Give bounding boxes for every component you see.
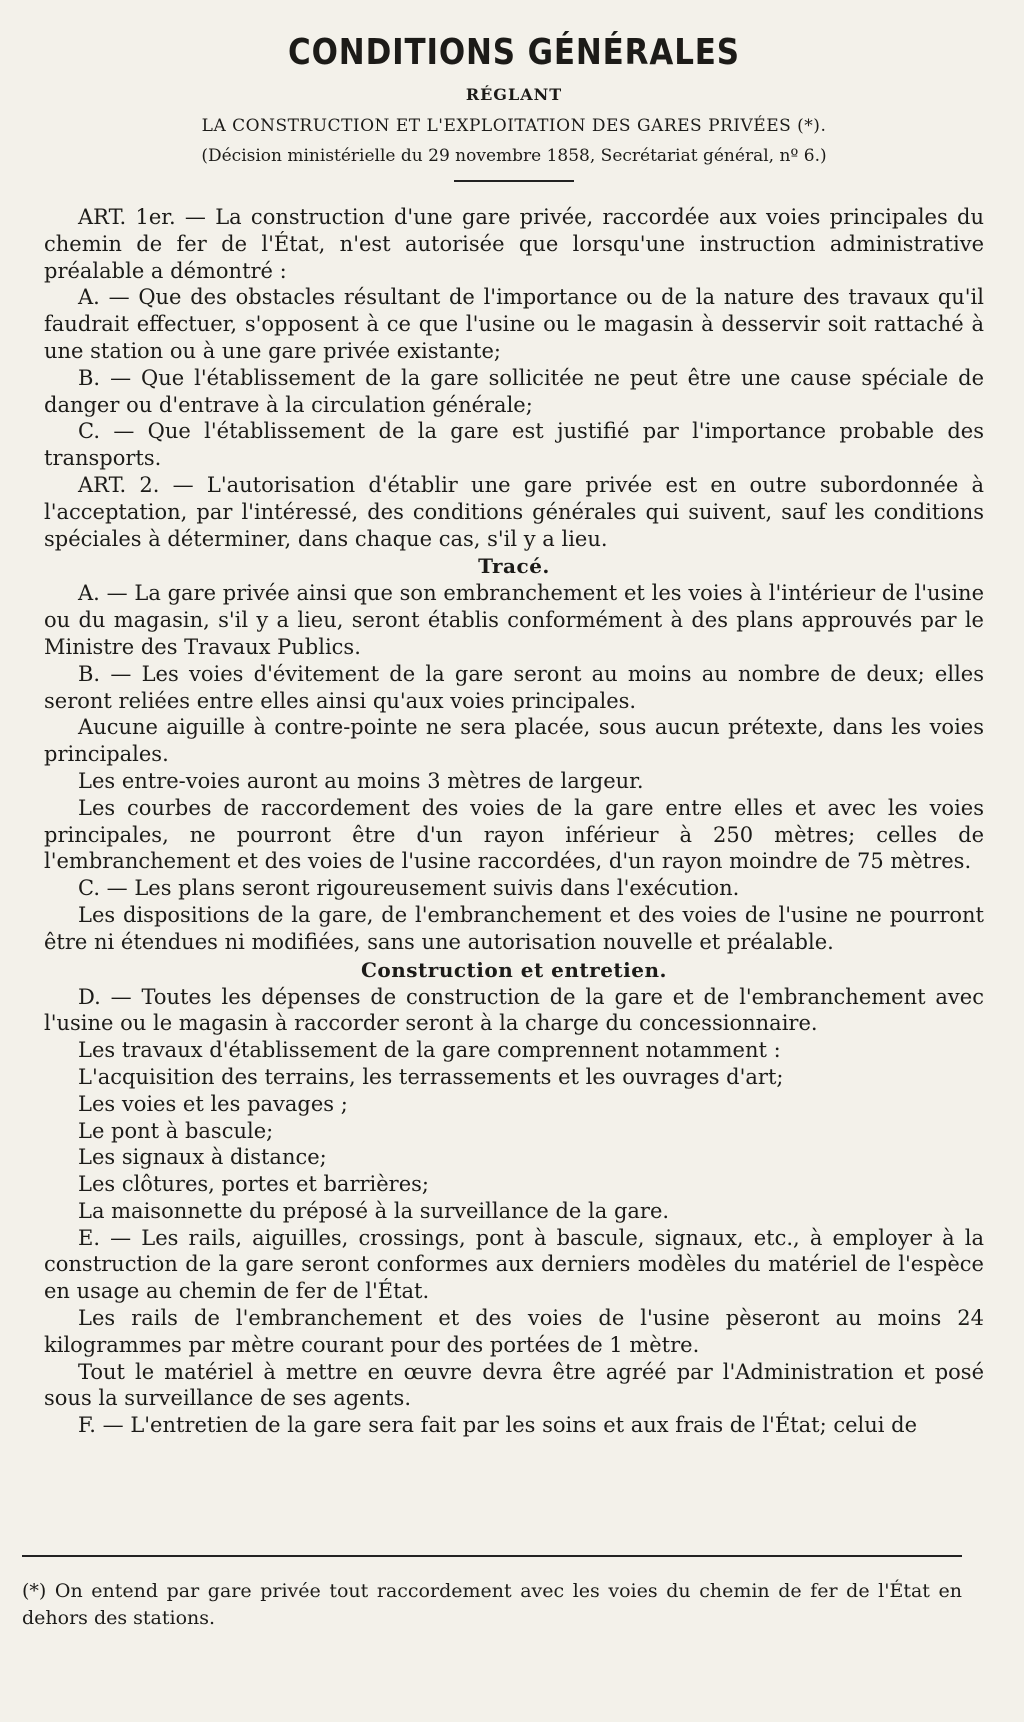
construction-list-item: Le pont à bascule;	[78, 1118, 274, 1143]
article-1-c: C. — Que l'établissement de la gare est justifié par l'importance probable des transports.	[44, 419, 984, 471]
article-1-a: A. — Que des obstacles résultant de l'importance ou de la nature des travaux qu'il faudrait effectuer, s'opposent à ce que l'usine ou le magasin à desservir soit rattaché à une station ou à une gare privée existante;	[44, 285, 984, 363]
trace-a: A. — La gare privée ainsi que son embranchement et les voies à l'intérieur de l'usine ou du magasin, s'il y a lieu, seront établis conformément à des plans approuvés par le Ministre des Travaux Publics.	[44, 581, 984, 659]
footnote: (*) On entend par gare privée tout raccordement avec les voies du chemin de fer de l'État en dehors des stations.	[22, 1580, 962, 1629]
page-title: CONDITIONS GÉNÉRALES	[288, 32, 740, 73]
decision-reference: (Décision ministérielle du 29 novembre 1858, Secrétariat général, nº 6.)	[201, 146, 827, 166]
trace-b-2: Aucune aiguille à contre-pointe ne sera placée, sous aucun prétexte, dans les voies principales.	[44, 715, 984, 767]
construction-list-item: Les travaux d'établissement de la gare comprennent notamment :	[78, 1038, 781, 1063]
trace-b-3: Les entre-voies auront au moins 3 mètres de largeur.	[78, 768, 644, 793]
construction-d: D. — Toutes les dépenses de construction de la gare et de l'embranchement avec l'usine ou le magasin à raccorder seront à la charge du concessionnaire.	[44, 984, 984, 1036]
trace-b-4: Les courbes de raccordement des voies de la gare entre elles et avec les voies principales, ne pourront être d'un rayon inférieur à 250 mètres; celles de l'embranchement et des voies de l'usine raccordées, d'un rayon moindre de 75 mètres.	[44, 795, 984, 874]
construction-list-item: L'acquisition des terrains, les terrassements et les ouvrages d'art;	[78, 1064, 784, 1089]
article-2: ART. 2. — L'autorisation d'établir une gare privée est en outre subordonnée à l'acceptation, par l'intéressé, des conditions générales qui suivent, sauf les conditions spéciales à déterminer, dans chaque cas, s'il y a lieu.	[44, 472, 984, 551]
trace-c-2: Les dispositions de la gare, de l'embranchement et des voies de l'usine ne pourront être ni étendues ni modifiées, sans une autorisation nouvelle et préalable.	[44, 902, 984, 954]
construction-f: F. — L'entretien de la gare sera fait par les soins et aux frais de l'État; celui de	[78, 1413, 918, 1438]
section-heading-trace: Tracé.	[478, 554, 550, 579]
construction-e: E. — Les rails, aiguilles, crossings, pont à bascule, signaux, etc., à employer à la construction de la gare seront conformes aux derniers modèles du matériel de l'espèce en usage au chemin de fer de l'État.	[44, 1225, 984, 1304]
section-heading-construction: Construction et entretien.	[361, 957, 667, 982]
construction-e-3: Tout le matériel à mettre en œuvre devra être agréé par l'Administration et posé sous la surveillance de ses agents.	[44, 1359, 984, 1411]
header-divider	[454, 180, 574, 182]
construction-list-item: Les clôtures, portes et barrières;	[78, 1172, 429, 1197]
trace-c: C. — Les plans seront rigoureusement suivis dans l'exécution.	[78, 876, 740, 901]
subtitle: RÉGLANT	[465, 85, 563, 104]
construction-e-2: Les rails de l'embranchement et des voies de l'usine pèseront au moins 24 kilogrammes par mètre courant pour des portées de 1 mètre.	[44, 1306, 984, 1357]
article-1: ART. 1er. — La construction d'une gare privée, raccordée aux voies principales du chemin de fer de l'État, n'est autorisée que lorsqu'une instruction administrative préalable a démontré :	[44, 205, 984, 283]
construction-list-item: Les voies et les pavages ;	[78, 1091, 348, 1116]
construction-list-item: La maisonnette du préposé à la surveillance de la gare.	[78, 1198, 670, 1223]
trace-b: B. — Les voies d'évitement de la gare seront au moins au nombre de deux; elles seront reliées entre elles ainsi qu'aux voies principales.	[44, 661, 984, 713]
subtitle-construction: LA CONSTRUCTION ET L'EXPLOITATION DES GARES PRIVÉES (*).	[201, 116, 827, 136]
construction-list-item: Les signaux à distance;	[78, 1145, 327, 1170]
footnote-divider	[22, 1555, 962, 1557]
article-1-b: B. — Que l'établissement de la gare sollicitée ne peut être une cause spéciale de danger ou d'entrave à la circulation générale;	[44, 365, 984, 417]
document-content	[44, 32, 984, 1439]
